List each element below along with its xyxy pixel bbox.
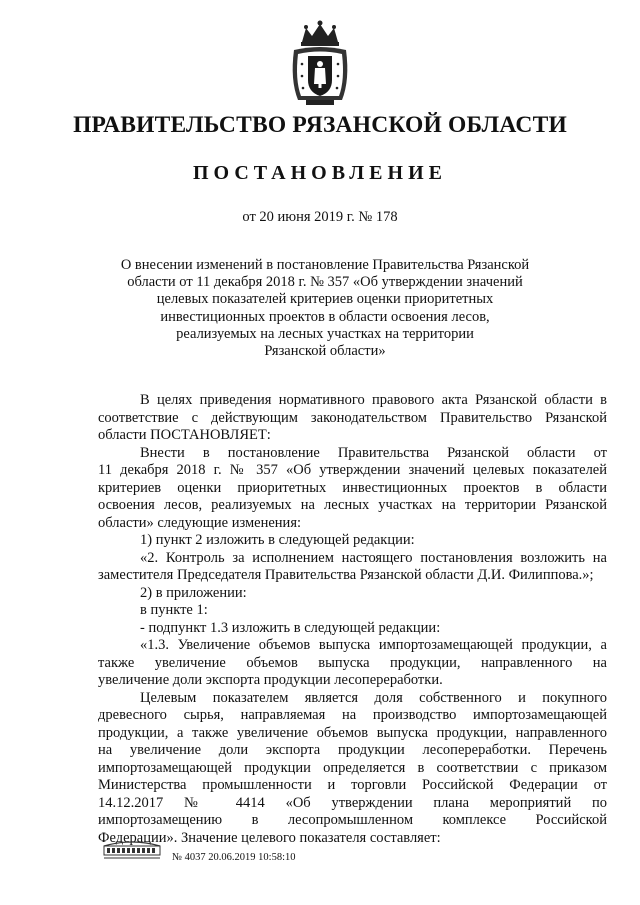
body-line: области ПОСТАНОВЛЯЕТ: [98,427,271,443]
body-line: «2. Контроль за исполнением настоящего постановления возложить на [140,549,607,566]
document-date-number: от 20 июня 2019 г. № 178 [242,209,398,225]
body-line: продукции, а также увеличение объемов выпуска продукции, направленного [98,724,607,741]
subject-line: целевых показателей критериев оценки приоритетных [156,291,494,308]
body-line: заместителя Председателя Правительства Рязанской области Д.И. Филиппова.»; [98,567,594,583]
body-line: увеличение доли экспорта продукции лесопереработки. [98,672,443,688]
number-sign-icon: № [172,852,183,863]
subject-line: области от 11 декабря 2018 г. № 357 «Об утверждении значений [127,274,523,291]
coat-of-arms-icon [288,20,352,108]
body-line: 2) в приложении: [140,584,247,601]
body-line: древесного сырья, направляемая на производство импортозамещающей [98,707,607,723]
body-line: В целях приведения нормативного правового акта Рязанской области в [140,392,607,408]
registry-stamp-icon [100,838,164,860]
subject-line: реализуемых на лесных участках на территории [176,325,474,342]
body-line: импортозамещению в лесопромышленном комплексе Российской [98,812,607,828]
body-line: «1.3. Увеличение объемов выпуска импортозамещающей продукции, а [140,637,607,653]
document-type: ПОСТАНОВЛЕНИЕ [193,162,447,184]
body-line: на увеличение доли экспорта продукции лесопереработки. Перечень [98,742,607,758]
body-line: - подпункт 1.3 изложить в следующей редакции: [140,619,441,636]
body-line: в пункте 1: [140,602,208,618]
body-line: Внести в постановление Правительства Рязанской области от [140,444,607,461]
document-body [98,392,607,847]
body-line: 1) пункт 2 изложить в следующей редакции: [140,532,415,548]
body-line: области» следующие изменения: [98,514,302,531]
body-line: 14.12.2017 № 4414 «Об утверждении плана мероприятий по [98,794,607,811]
body-line: соответствие с действующим законодательством Правительство Рязанской [98,409,607,426]
subject-line: инвестиционных проектов в области освоения лесов, [160,308,490,325]
organization-title: ПРАВИТЕЛЬСТВО РЯЗАНСКОЙ ОБЛАСТИ [73,112,567,138]
registration-code [172,852,296,863]
body-line: Министерства промышленности и торговли Российской Федерации от [98,777,607,793]
body-line: Федерации». Значение целевого показателя составляет: [98,829,441,846]
subject-line: Рязанской области» [264,343,386,360]
body-line: также увеличение объемов выпуска продукции, направленного на [98,654,607,671]
body-line: критериев оценки приоритетных инвестиционных проектов в области [98,479,607,496]
subject-line: О внесении изменений в постановление Правительства Рязанской [120,257,530,273]
registration-code-text: 4037 20.06.2019 10:58:10 [184,852,296,863]
body-line: освоения лесов, реализуемых на лесных участках на территории Рязанской [98,497,607,513]
body-line: 11 декабря 2018 г. № 357 «Об утверждении значений целевых показателей [98,462,607,478]
body-line: Целевым показателем является доля собственного и покупного [140,689,607,706]
body-line: импортозамещающей продукции определяется в соответствии с приказом [98,759,607,776]
document-subject [96,257,554,360]
